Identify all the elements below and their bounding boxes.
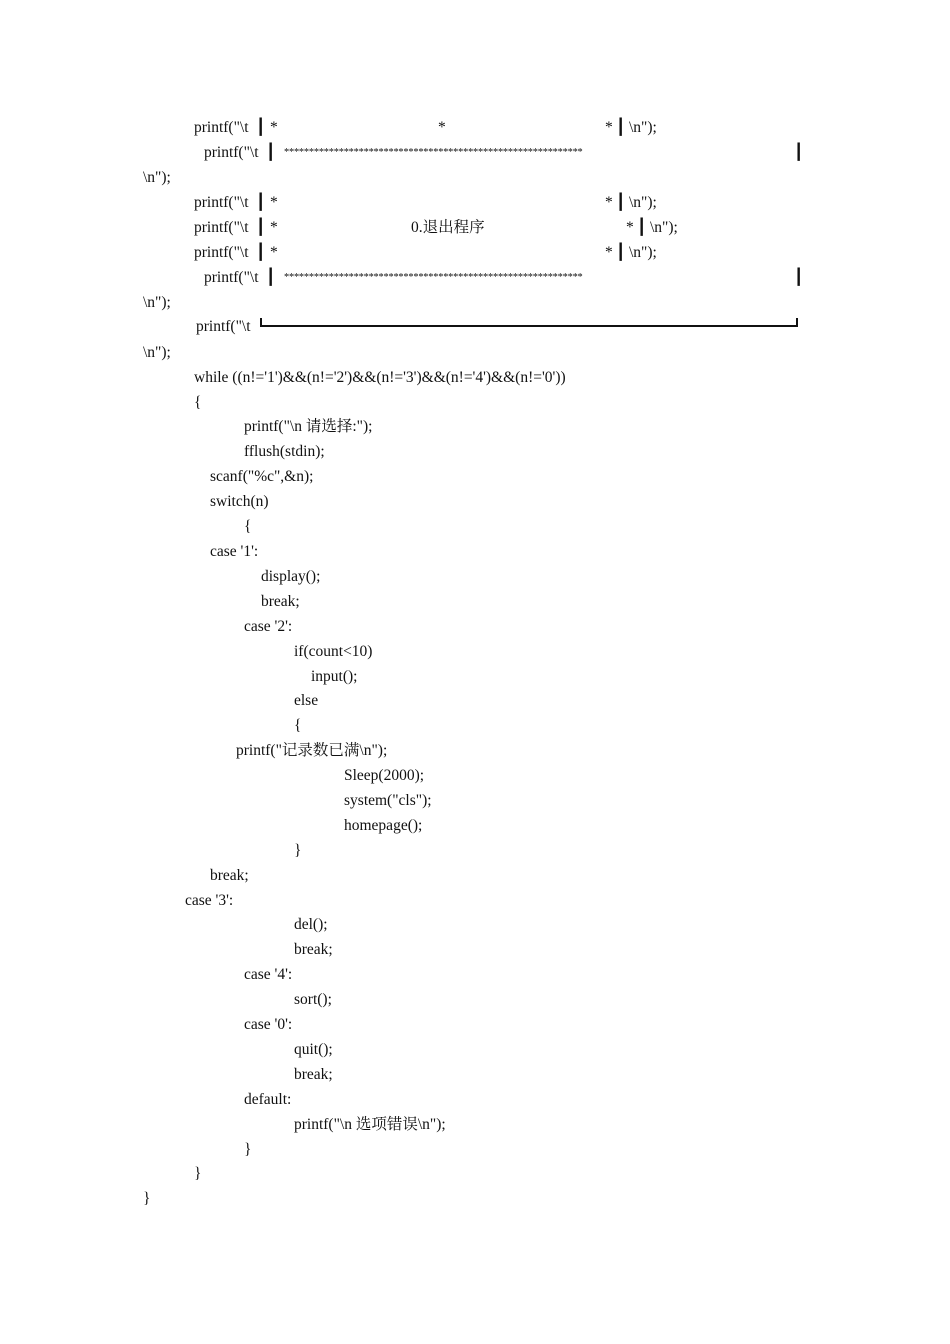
code-line: printf("\t [194,244,249,261]
box-bar-left: ┃ [266,269,276,286]
code-line: } [194,1165,202,1182]
code-line: printf("\t [194,219,249,236]
box-star: * [626,219,634,236]
code-line: break; [210,867,249,884]
box-bar-right: ┃ [794,269,804,286]
code-line: display(); [261,568,321,585]
box-star: * [270,119,278,136]
code-line: else [294,692,319,709]
box-bar-right: ┃ [794,144,804,161]
code-line: printf("\n 请选择:"); [244,418,373,435]
code-line: printf("\t [194,119,249,136]
code-line: case '4': [244,966,293,983]
code-line: { [294,717,302,734]
box-star: * [270,244,278,261]
box-star: * [605,119,613,136]
code-line: sort(); [294,991,332,1008]
code-line: printf("记录数已满\n"); [236,742,388,759]
code-line: case '0': [244,1016,293,1033]
code-line: case '3': [185,892,234,909]
code-line: { [244,518,252,535]
box-bottom-rule [260,325,798,327]
code-line: if(count<10) [294,643,373,660]
code-line: fflush(stdin); [244,443,325,460]
box-bar-right: ┃ [616,119,626,136]
code-line: case '2': [244,618,293,635]
code-line-tail: \n"); [629,244,657,261]
box-corner-right [796,318,798,326]
code-line: printf("\n 选项错误\n"); [294,1116,446,1133]
code-line-wrap: \n"); [143,169,171,186]
code-line-tail: \n"); [629,119,657,136]
code-line: homepage(); [344,817,423,834]
code-line-wrap: \n"); [143,294,171,311]
box-star: * [605,244,613,261]
box-bar-right: ┃ [616,194,626,211]
code-line-tail: \n"); [650,219,678,236]
code-line: break; [294,1066,333,1083]
code-line: printf("\t [194,194,249,211]
code-line-wrap: \n"); [143,344,171,361]
code-line: Sleep(2000); [344,767,425,784]
code-line: system("cls"); [344,792,432,809]
code-line-tail: \n"); [629,194,657,211]
box-bar-right: ┃ [637,219,647,236]
code-line: scanf("%c",&n); [210,468,314,485]
box-bar-left: ┃ [256,219,266,236]
box-bar-left: ┃ [256,194,266,211]
code-line: printf("\t [204,269,259,286]
code-line: } [244,1141,252,1158]
code-line: { [194,394,202,411]
box-bar-left: ┃ [266,144,276,161]
code-line: } [294,842,302,859]
code-line: del(); [294,916,328,933]
box-star: * [605,194,613,211]
code-line: break; [261,593,300,610]
code-line: quit(); [294,1041,333,1058]
box-star: * [438,119,446,136]
code-line: } [143,1190,151,1207]
code-line: case '1': [210,543,259,560]
box-star: * [270,219,278,236]
menu-exit-text: 0.退出程序 [411,219,485,236]
code-line: break; [294,941,333,958]
box-bar-right: ┃ [616,244,626,261]
box-bar-left: ┃ [256,244,266,261]
code-line: printf("\t [196,318,251,335]
code-line: default: [244,1091,292,1108]
code-line: while ((n!='1')&&(n!='2')&&(n!='3')&&(n!='4')&&(n!='0')) [194,369,566,386]
box-star-border: ************************************************************ [284,147,583,158]
code-line: input(); [311,668,358,685]
box-star-border: ************************************************************ [284,272,583,283]
code-line: printf("\t [204,144,259,161]
box-star: * [270,194,278,211]
code-line: switch(n) [210,493,269,510]
box-bar-left: ┃ [256,119,266,136]
